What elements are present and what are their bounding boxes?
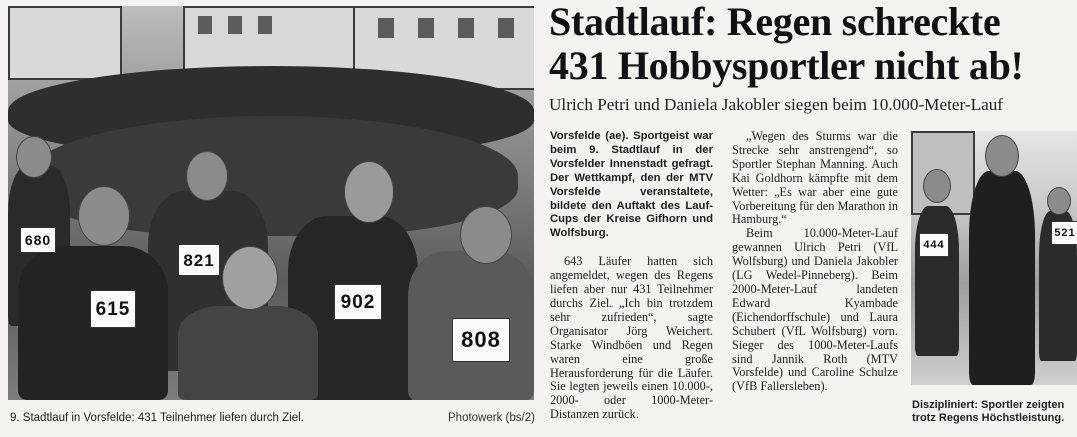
article-column-2 (732, 130, 898, 394)
window (418, 18, 434, 38)
runner-head (344, 161, 394, 223)
race-bib: 615 (90, 290, 136, 328)
side-caption-line: trotz Regens Höchstleistung. (912, 412, 1065, 424)
race-bib: 821 (178, 244, 220, 276)
article-paragraph: Beim 10.000-Meter-Lauf gewannen Ulrich Petri (VfL Wolfsburg) und Daniela Jakobler (LG Wedel-Pinneberg). Beim 2000-Meter-Lauf landeten Edward Kyambade (Eichendorffschule) und Laura Schubert (VfL Wolfsburg) vorn. Sieger des 1000-Meter-Laufs sind Jannik Roth (MTV Vorsfelde) und Caroline Schulze (VfB Fallersleben). (732, 226, 898, 394)
runner (969, 171, 1035, 385)
window (458, 18, 474, 38)
headline-line: 431 Hobbysportler nicht ab! (549, 43, 1024, 88)
article-column-1 (550, 130, 713, 422)
side-photo-caption (912, 399, 1077, 425)
side-photo (911, 131, 1077, 385)
runner-head (186, 151, 228, 201)
runner-head (460, 206, 512, 264)
article-paragraph: 643 Läufer hatten sich angemeldet, wegen des Regens liefen aber nur 431 Teilnehmer durchs Ziel. „Ich bin trotzdem sehr zufrieden“, sagte Organisator Jörg Weichert. Starke Windböen und Regen waren eine große Herausforderung für die Läufer. Sie legten jeweils einen 10.000-, 2000- oder 1000-Meter-Distanzen zurück. (550, 254, 713, 422)
window (228, 16, 242, 34)
headline (549, 0, 1077, 88)
side-caption-line: Diszipliniert: Sportler zeigten (912, 399, 1065, 411)
article-lead: Vorsfelde (ae). Sportgeist war beim 9. Stadtlauf in der Vorsfelder Innenstadt gefragt. Der Wettkampf, den der MTV Vorsfelde veranstaltete, bildete den Auftakt des Lauf-Cups der Kreise Gifhorn und Wolfsburg. (550, 130, 713, 240)
race-bib: 902 (334, 284, 382, 320)
runner (178, 306, 318, 400)
photo-credit: Photowerk (bs/2) (448, 412, 535, 424)
runner-head (78, 186, 130, 246)
building (8, 6, 122, 80)
window (198, 16, 212, 34)
runner-head (985, 135, 1019, 177)
runner-head (16, 136, 52, 178)
window (258, 16, 272, 34)
runner-head (923, 169, 951, 203)
race-bib: 680 (20, 227, 56, 253)
runner-head (1047, 187, 1071, 215)
race-bib: 808 (452, 318, 510, 362)
headline-line: Stadtlauf: Regen schreckte (549, 0, 1001, 44)
window (498, 18, 514, 38)
window (378, 18, 394, 38)
main-photo-caption: 9. Stadtlauf in Vorsfelde: 431 Teilnehmer liefen durch Ziel. (10, 412, 304, 424)
main-photo (8, 6, 534, 400)
race-bib: 521 (1051, 221, 1077, 245)
runner (915, 206, 959, 356)
subheadline: Ulrich Petri und Daniela Jakobler siegen beim 10.000-Meter-Lauf (549, 95, 1004, 114)
race-bib: 444 (919, 233, 949, 257)
runner-head (222, 246, 278, 310)
article-paragraph: „Wegen des Sturms war die Strecke sehr anstrengend“, so Sportler Stephan Manning. Auch Kai Goldhorn kämpfte mit dem Wetter: „Es war aber eine gute Vorbereitung für den Marathon in Hamburg.“ (732, 129, 898, 227)
